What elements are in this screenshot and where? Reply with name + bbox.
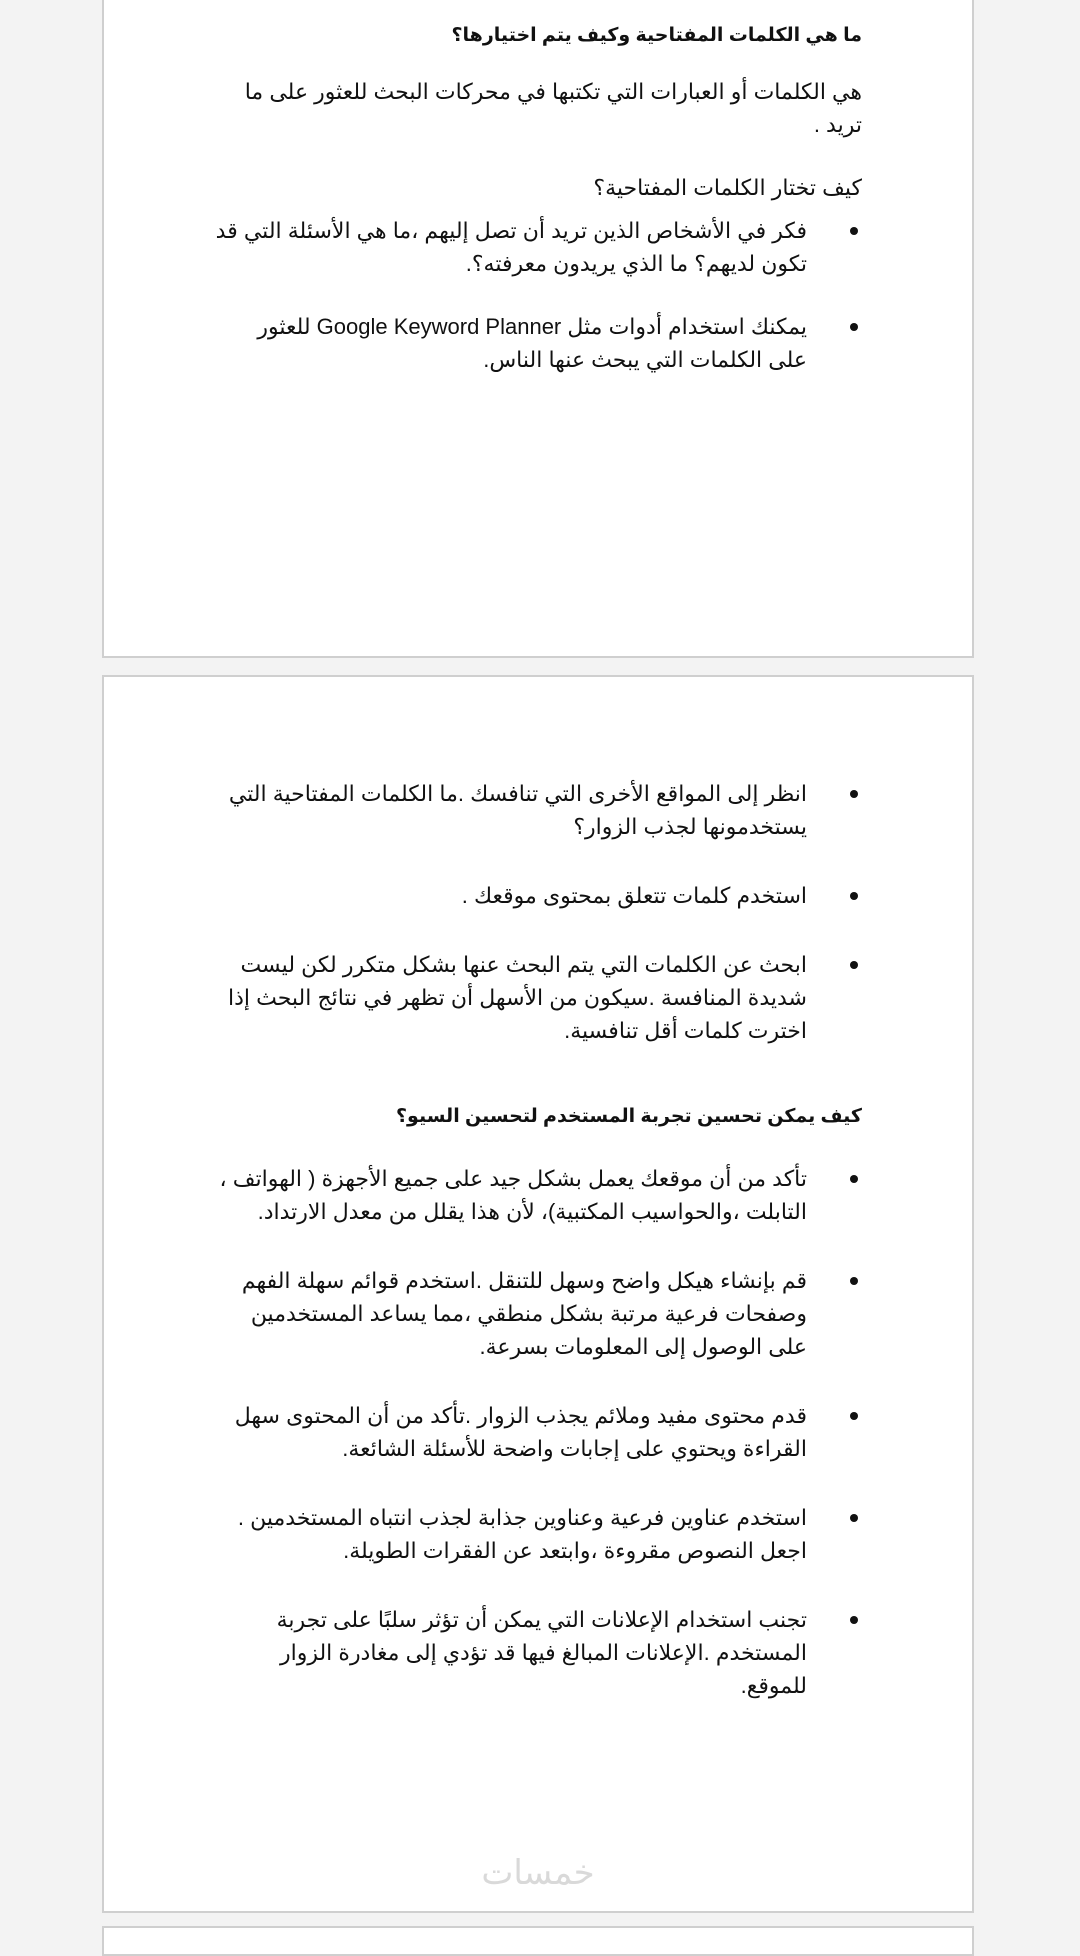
list-item: تجنب استخدام الإعلانات التي يمكن أن تؤثر سلبًا على تجربة المستخدم .الإعلانات المبالغ فيها قد تؤدي إلى مغادرة الزوار للموقع. [214,1603,862,1702]
keywords-definition: هي الكلمات أو العبارات التي تكتبها في محركات البحث للعثور على ما تريد . [244,79,862,137]
bullet-list-choose-keywords [214,214,862,376]
page-1-content [214,24,862,376]
section-heading-keywords: ما هي الكلمات المفتاحية وكيف يتم اختيارها؟ [451,25,862,46]
bullet-list-keyword-tips [214,777,862,1047]
section-heading-ux: كيف يمكن تحسين تجربة المستخدم لتحسين السيو؟ [396,1106,862,1127]
bullet-icon [850,1514,858,1522]
list-item: استخدم كلمات تتعلق بمحتوى موقعك . [214,879,862,912]
list-item: يمكنك استخدام أدوات مثل Google Keyword Planner للعثور على الكلمات التي يبحث عنها الناس. [214,310,862,376]
list-item: استخدم عناوين فرعية وعناوين جذابة لجذب انتباه المستخدمين . اجعل النصوص مقروءة ،وابتعد عن الفقرات الطويلة. [214,1501,862,1567]
bullet-icon [850,1277,858,1285]
list-item: انظر إلى المواقع الأخرى التي تنافسك .ما الكلمات المفتاحية التي يستخدمونها لجذب الزوار؟ [214,777,862,843]
list-item: ابحث عن الكلمات التي يتم البحث عنها بشكل متكرر لكن ليست شديدة المنافسة .سيكون من الأسهل أن تظهر في نتائج البحث إذا اخترت كلمات أقل تنافسية. [214,948,862,1047]
bullet-icon [850,892,858,900]
bullet-icon [850,1412,858,1420]
bullet-icon [850,227,858,235]
bullet-icon [850,1616,858,1624]
bullet-list-ux-tips [214,1162,862,1702]
document-page-3 [102,1926,974,1956]
document-page-2 [102,675,974,1913]
document-page-1 [102,0,974,658]
bullet-icon [850,961,858,969]
bullet-icon [850,1175,858,1183]
list-item: فكر في الأشخاص الذين تريد أن تصل إليهم ،ما هي الأسئلة التي قد تكون لديهم؟ ما الذي يريدون معرفته؟. [214,214,862,280]
bullet-icon [850,790,858,798]
bullet-icon [850,323,858,331]
list-item: قم بإنشاء هيكل واضح وسهل للتنقل .استخدم قوائم سهلة الفهم وصفحات فرعية مرتبة بشكل منطقي ،مما يساعد المستخدمين على الوصول إلى المعلومات بسرعة. [214,1264,862,1363]
list-item: قدم محتوى مفيد وملائم يجذب الزوار .تأكد من أن المحتوى سهل القراءة ويحتوي على إجابات واضحة للأسئلة الشائعة. [214,1399,862,1465]
page-2-content [214,777,862,1702]
watermark-logo: خمسات [481,1854,595,1892]
subheading-choose-keywords: كيف تختار الكلمات المفتاحية؟ [593,175,862,200]
list-item: تأكد من أن موقعك يعمل بشكل جيد على جميع الأجهزة ( الهواتف ، التابلت ،والحواسيب المكتبية)، لأن هذا يقلل من معدل الارتداد. [214,1162,862,1228]
